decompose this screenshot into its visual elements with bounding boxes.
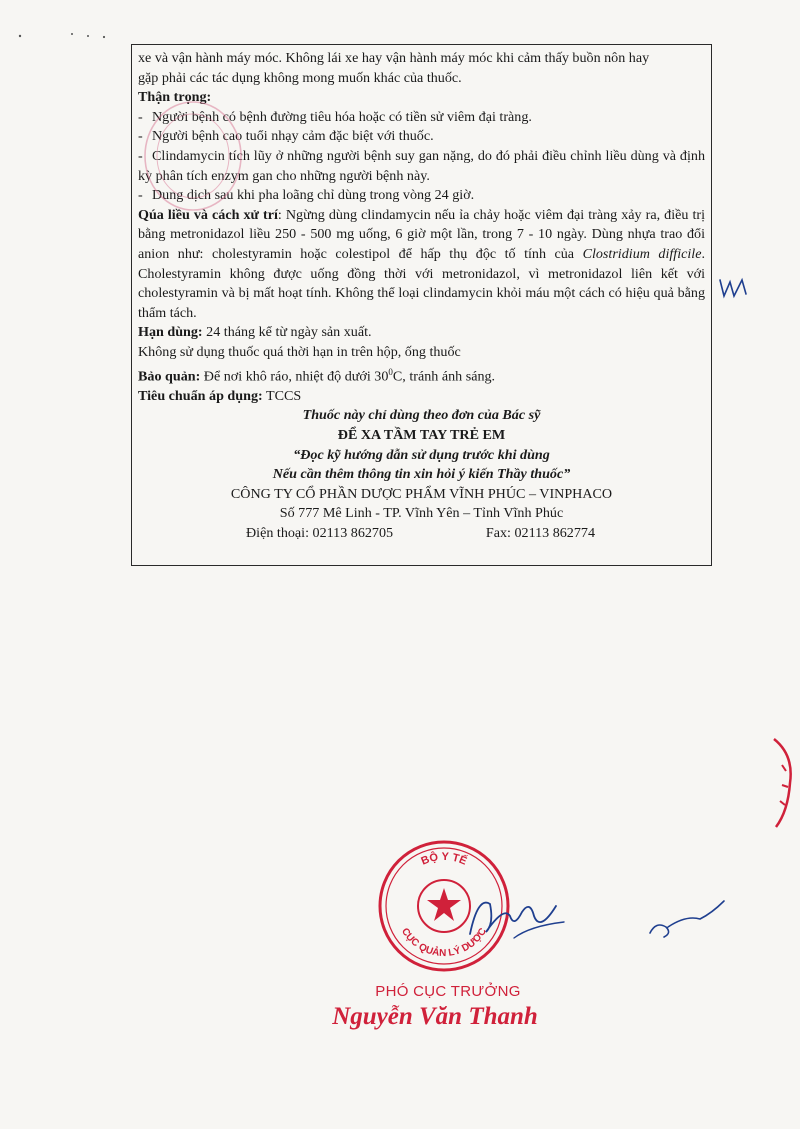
secondary-signature xyxy=(646,897,726,945)
stamp-top-text: BỘ Y TẾ xyxy=(419,850,469,868)
rx-notice: Thuốc này chỉ dùng theo đơn của Bác sỹ xyxy=(302,407,541,424)
fax-number: Fax: 02113 862774 xyxy=(485,524,595,541)
official-signature xyxy=(460,876,570,946)
bacterium-name: Clostridium difficile xyxy=(582,245,702,262)
precaution-item: - Dung dịch sau khi pha loãng chỉ dùng trong vòng 24 giờ. xyxy=(138,187,475,204)
precautions-heading: Thận trọng: xyxy=(138,89,212,106)
scan-speckle xyxy=(12,24,112,44)
phone-number: Điện thoại: 02113 862705 xyxy=(246,524,394,541)
children-warning: ĐỂ XA TẦM TAY TRẺ EM xyxy=(337,426,506,443)
read-instructions-1: “Đọc kỹ hướng dẫn sử dụng trước khi dùng xyxy=(293,446,550,463)
overdose-paragraph: Qúa liều và cách xử trí: Ngừng dùng clindamycin nếu ỉa chảy hoặc viêm đại tràng xảy ra, điều trị bằng metronidazol liều 250 - 500 mg uống, 6 giờ một lần, trong 7 - 10 ngày. Dùng nhựa trao đổi anion như: cholestyramin hoặc colestipol để hấp thụ độc tố tính của Clostridium difficile. Cholestyramin không được uống đồng thời với metronidazol, vì metronidazol liên kết với cholestyramin và bị mất hoạt tính. Không thể loại clindamycin khỏi máu một cách có hiệu quả bằng thẩm tách. xyxy=(138,206,705,321)
signer-title: PHÓ CỤC TRƯỞNG xyxy=(375,983,521,1000)
read-instructions-2: Nếu cần thêm thông tin xin hỏi ý kiến Thầy thuốc” xyxy=(272,466,571,483)
intro-line-1: xe và vận hành máy móc. Không lái xe hay vận hành máy móc khi cảm thấy buồn nôn hay xyxy=(138,50,650,66)
expiry-note: Không sử dụng thuốc quá thời hạn in trên hộp, ống thuốc xyxy=(138,343,461,360)
edge-stamp-fragment xyxy=(768,735,800,831)
stamp-bottom-text: CỤC QUẢN LÝ DƯỢC xyxy=(398,926,490,960)
company-address: Số 777 Mê Linh - TP. Vĩnh Yên – Tỉnh Vĩnh Phúc xyxy=(279,505,564,522)
svg-text:BỘ Y TẾ xyxy=(419,850,468,867)
expiry-line: Hạn dùng: 24 tháng kể từ ngày sản xuất. xyxy=(138,324,372,341)
intro-line-2: gặp phải các tác dụng không mong muốn khác của thuốc. xyxy=(138,69,462,86)
precaution-item: - Clindamycin tích lũy ở những người bệnh suy gan nặng, do đó phải điều chỉnh liều dùng và định kỳ phân tích enzym gan cho những người bệnh này. xyxy=(138,147,705,184)
precaution-item: - Người bệnh có bệnh đường tiêu hóa hoặc có tiền sử viêm đại tràng. xyxy=(138,108,532,125)
storage-line: Bảo quản: Để nơi khô ráo, nhiệt độ dưới $30^0C$, tránh ánh sáng. xyxy=(138,366,496,385)
overdose-heading: Qúa liều và cách xử trí xyxy=(138,206,278,223)
precaution-item: - Người bệnh cao tuổi nhạy cảm đặc biệt với thuốc. xyxy=(138,128,434,145)
signer-name: Nguyễn Văn Thanh xyxy=(332,1003,538,1030)
handwritten-initial xyxy=(716,276,750,300)
standard-line: Tiêu chuẩn áp dụng: TCCS xyxy=(138,387,302,404)
contact-row xyxy=(138,524,705,544)
company-name: CÔNG TY CỔ PHẦN DƯỢC PHẨM VĨNH PHÚC – VINPHACO xyxy=(230,485,613,502)
faint-company-stamp xyxy=(133,96,243,216)
